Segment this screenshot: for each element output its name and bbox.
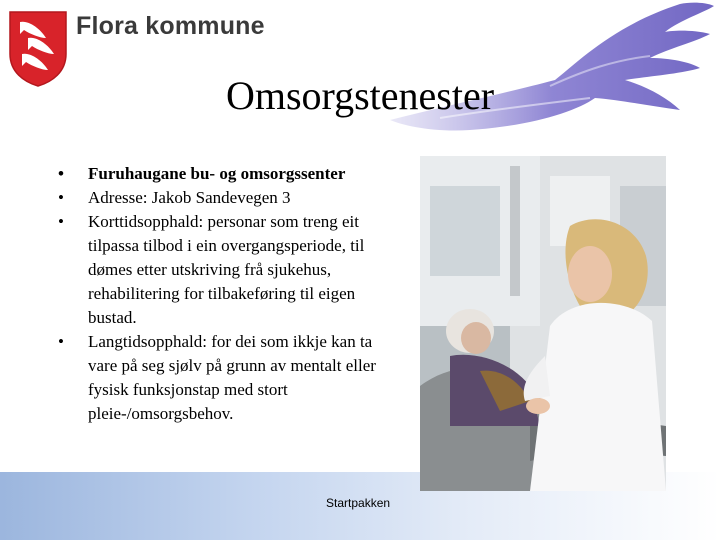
bullet-dot: • <box>58 188 64 207</box>
slide-title: Omsorgstenester <box>225 73 495 118</box>
bullet-text: Adresse: Jakob Sandevegen 3 <box>88 188 291 207</box>
bullet-list <box>58 162 403 426</box>
bullet-item <box>58 210 403 330</box>
bullet-text: Korttidsopphald: personar som treng eit tilpassa tilbod i ein overgangsperiode, til dømes etter utskriving frå sjukehus, rehabilitering for tilbakeføring til eigen bustad. <box>88 212 365 327</box>
bullet-item <box>58 330 403 426</box>
bullet-text: Langtidsopphald: for dei som ikkje kan ta vare på seg sjølv på grunn av mentalt eller fysisk funksjonstap med stort pleie-/omsorgsbehov. <box>88 332 376 423</box>
bullet-item <box>58 162 403 186</box>
care-photo <box>420 156 666 491</box>
footer-label: Startpakken <box>326 496 391 510</box>
bullet-item <box>58 186 403 210</box>
bullet-text: Furuhaugane bu- og omsorgssenter <box>88 164 346 183</box>
bullet-dot: • <box>58 212 64 231</box>
bullet-dot: • <box>58 332 64 351</box>
brand-name: Flora kommune <box>76 12 265 40</box>
bullet-dot: • <box>58 164 64 183</box>
eagle-watermark-icon <box>380 0 720 140</box>
